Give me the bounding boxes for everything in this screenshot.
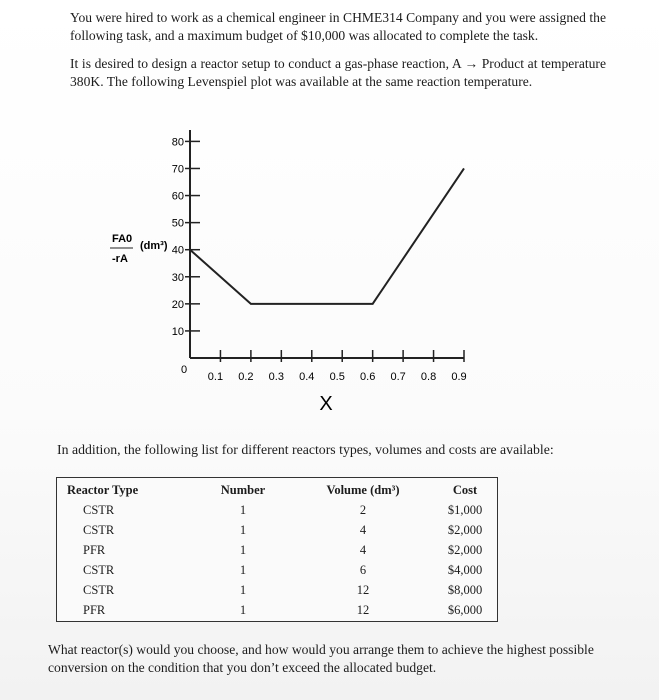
x-tick-label: 0.6 — [360, 371, 376, 383]
y-tick-label: 50 — [171, 217, 184, 230]
cell-type: CSTR — [83, 502, 115, 517]
y-tick-label: 30 — [171, 271, 184, 284]
table-row — [57, 560, 497, 580]
cell-number: 1 — [239, 522, 247, 537]
y-tick-label: 70 — [171, 163, 184, 176]
x-tick-label: 0.7 — [390, 371, 406, 383]
cell-volume: 2 — [359, 502, 367, 517]
cell-type: CSTR — [83, 522, 115, 537]
cell-cost: $2,000 — [447, 542, 483, 557]
x-axis-label: X — [319, 393, 333, 415]
cell-cost: $4,000 — [447, 562, 483, 577]
cell-number: 1 — [239, 502, 247, 517]
y-label-numerator: FA0 — [112, 233, 133, 245]
question-paragraph: What reactor(s) would you choose, and how would you arrange them to achieve the highest possible conversion on the condition that you don’t exceed the allocated budget. — [48, 642, 594, 675]
cell-type: CSTR — [83, 562, 115, 577]
x-tick-label: 0.8 — [420, 371, 437, 383]
cell-type: PFR — [83, 542, 106, 557]
cell-number: 1 — [239, 582, 247, 597]
y-tick-label: 10 — [171, 325, 184, 338]
y-tick-label: 60 — [171, 190, 184, 203]
list-intro: In addition, the following list for different reactors types, volumes and costs are available: — [57, 442, 554, 457]
x-tick-label: 0.4 — [299, 371, 315, 383]
series-line — [190, 168, 464, 303]
intro-paragraph: You were hired to work as a chemical engineer in CHME314 Company and you were assigned the following task, and a maximum budget of $10,000 was allocated to complete the task. — [70, 10, 606, 43]
x-tick-label: 0.3 — [268, 371, 284, 383]
cell-number: 1 — [239, 562, 247, 577]
y-tick-label: 80 — [171, 136, 184, 149]
y-label-denominator: -rA — [112, 253, 128, 265]
cell-number: 1 — [239, 602, 247, 617]
cell-volume: 6 — [359, 562, 367, 577]
cell-volume: 12 — [356, 582, 370, 597]
cell-type: PFR — [83, 602, 106, 617]
table-row — [57, 520, 497, 540]
x-tick-label: 0.1 — [207, 371, 224, 383]
cell-cost: $2,000 — [447, 522, 483, 537]
x-tick-label: 0.9 — [451, 371, 467, 383]
cell-cost: $8,000 — [447, 582, 483, 597]
table-row — [57, 600, 497, 620]
table-header-row — [57, 478, 497, 500]
cell-type: CSTR — [83, 582, 115, 597]
table-row — [57, 500, 497, 520]
cell-number: 1 — [239, 542, 247, 557]
cell-volume: 12 — [356, 602, 370, 617]
cell-cost: $1,000 — [447, 502, 483, 517]
y-label-unit: (dm³) — [140, 240, 168, 252]
task-paragraph: It is desired to design a reactor setup to conduct a gas-phase reaction, A → Product at temperature 380K. The following Levenspiel plot was available at the same reaction temperature. — [70, 56, 606, 89]
header-number: Number — [220, 483, 266, 497]
table-row — [57, 580, 497, 600]
y-tick-label: 40 — [171, 244, 184, 257]
header-volume: Volume (dm³) — [326, 483, 400, 497]
header-reactor-type: Reactor Type — [67, 483, 139, 497]
origin-label: 0 — [180, 364, 188, 376]
y-tick-label: 20 — [171, 298, 184, 311]
reactor-table — [56, 477, 498, 622]
x-tick-label: 0.5 — [329, 371, 345, 383]
cell-cost: $6,000 — [447, 602, 483, 617]
cell-volume: 4 — [359, 522, 367, 537]
cell-volume: 4 — [359, 542, 367, 557]
table-row — [57, 540, 497, 560]
x-tick-label: 0.2 — [238, 371, 254, 383]
header-cost: Cost — [452, 483, 478, 497]
